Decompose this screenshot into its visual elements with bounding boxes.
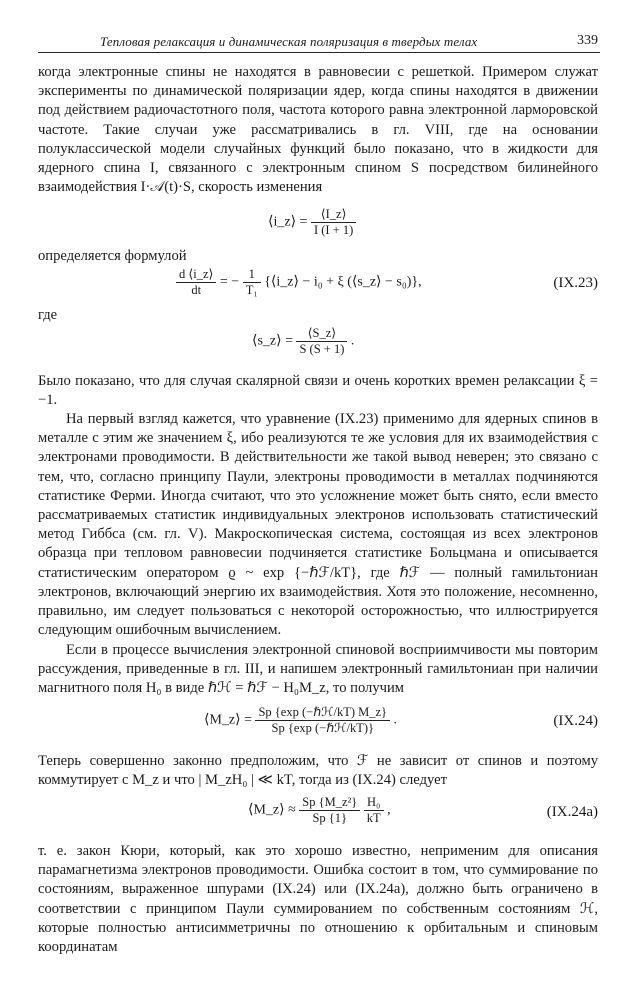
eq1-denominator: I (I + 1): [313, 223, 354, 237]
paragraph-curie-law: т. е. закон Кюри, который, как это хорошо известно, неприменим для описания парамагнетизма электронов проводимости. Ошибка состоит в том, что суммирование по состояниям, выраженное шпурами (IX.24) или (IX.24a), должно быть ограничено в соответствии с принципом Паули суммированием по собственным состояниям ℋ, которые полностью антисимметричны по отношению к орбитальным и спиновым координатам: [38, 843, 598, 956]
eq5-tail: ,: [387, 802, 391, 818]
eq2-coefficient: [243, 267, 261, 298]
eq3-denominator: S (S + 1): [299, 342, 345, 356]
equation-IX23: [176, 267, 422, 298]
equation-IX24a: [248, 795, 391, 826]
eq5-fraction-2: [364, 795, 384, 826]
eq5-numerator-2: H₀: [364, 795, 384, 811]
eq5-fraction-1: [299, 795, 360, 826]
equation-label-IX24: (IX.24): [553, 713, 598, 729]
paragraph-intro: когда электронные спины не находятся в равновесии с решеткой. Примером служат эксперименты по динамической поляризации ядер, когда спины находятся в движении под действием радиочастотного поля, частота которого равна электронной ларморовской частоте. Такие случаи уже рассматривались в гл. VIII, где на основании полуклассической модели случайных функций было показано, что в жидкости для ядерного спина I, связанного с электронным спином S посредством билинейного взаимодействия I·𝒜(t)·S, скорость изменения: [38, 64, 598, 196]
running-header: [38, 30, 600, 53]
eq2-derivative-num: d ⟨i_z⟩: [176, 267, 216, 283]
eq3-lhs: ⟨s_z⟩ =: [252, 333, 293, 349]
running-title: Тепловая релаксация и динамическая поляризация в твердых телах: [100, 34, 478, 49]
eq4-numerator: Sp {exp (−ℏℋ/kT) M_z}: [255, 705, 390, 721]
eq1-fraction: [311, 207, 356, 238]
paragraph-scalar-coupling: Было показано, что для случая скалярной связи и очень коротких времен релаксации ξ = −1.: [38, 373, 598, 409]
eq2-derivative: [176, 267, 216, 298]
eq2-coef-num: 1: [243, 267, 261, 283]
paragraph-where: где: [38, 307, 58, 323]
eq5-numerator-1: Sp {M_z²}: [299, 795, 360, 811]
eq5-denominator-1: Sp {1}: [312, 811, 348, 825]
eq4-lhs: ⟨M_z⟩ =: [204, 712, 252, 728]
paragraph-formula-intro: определяется формулой: [38, 248, 187, 264]
eq2-coef-den: T₁: [245, 283, 258, 297]
equation-label-IX23: (IX.23): [553, 275, 598, 291]
equation-IX24: [204, 705, 397, 736]
eq3-numerator: ⟨S_z⟩: [296, 326, 347, 342]
eq2-rhs: {⟨i_z⟩ − i₀ + ξ (⟨s_z⟩ − s₀)},: [264, 274, 422, 290]
eq3-tail: .: [350, 333, 355, 349]
eq1-numerator: ⟨I_z⟩: [311, 207, 356, 223]
eq4-tail: .: [393, 712, 398, 728]
eq5-lhs: ⟨M_z⟩ ≈: [248, 802, 296, 818]
eq2-equals: = −: [219, 274, 240, 290]
page-number: 339: [577, 33, 598, 48]
equation-iz: [268, 207, 356, 238]
eq4-fraction: [255, 705, 390, 736]
paragraph-assumption: Теперь совершенно законно предположим, что ℱ не зависит от спинов и поэтому коммутирует с M_z и что | M_zH₀ | ≪ kT, тогда из (IX.24) следует: [38, 753, 598, 789]
eq4-denominator: Sp {exp (−ℏℋ/kT)}: [271, 721, 375, 735]
eq5-denominator-2: kT: [366, 811, 381, 825]
equation-label-IX24a: (IX.24a): [546, 804, 598, 820]
paragraph-susceptibility: Если в процессе вычисления электронной спиновой восприимчивости мы повторим рассуждения, приведенные в гл. III, и напишем электронный гамильтониан при наличии магнитного поля H₀ в виде ℏℋ = ℏℱ − H₀M_z, то получим: [38, 642, 598, 697]
eq1-lhs: ⟨i_z⟩ =: [268, 214, 308, 230]
eq2-derivative-den: dt: [191, 283, 202, 297]
eq3-fraction: [296, 326, 347, 357]
equation-sz: [252, 326, 354, 357]
paragraph-metals: На первый взгляд кажется, что уравнение (IX.23) применимо для ядерных спинов в металле с этим же значением ξ, ибо реализуются те же условия для их взаимодействия с электронами проводимости. В действительности же такой вывод неверен; это связано с тем, что, согласно принципу Паули, электроны проводимости в металлах подчиняются статистике Ферми. Иногда считают, что это усложнение может быть снято, если вместо рассматриваемых статистик индивидуальных электронов использовать статистический метод Гиббса (см. гл. V). Макроскопическая система, состоящая из всех электронов образца при тепловом равновесии подчиняется статистике Больцмана и описывается статистическим оператором ϱ ~ exp {−ℏℱ/kT}, где ℏℱ — полный гамильтониан электронов, включающий энергию их взаимодействия. Хотя это положение, несомненно, правильно, им следует пользоваться с некоторой осторожностью, что иллюстрируется следующим ошибочным вычислением.: [38, 411, 598, 639]
